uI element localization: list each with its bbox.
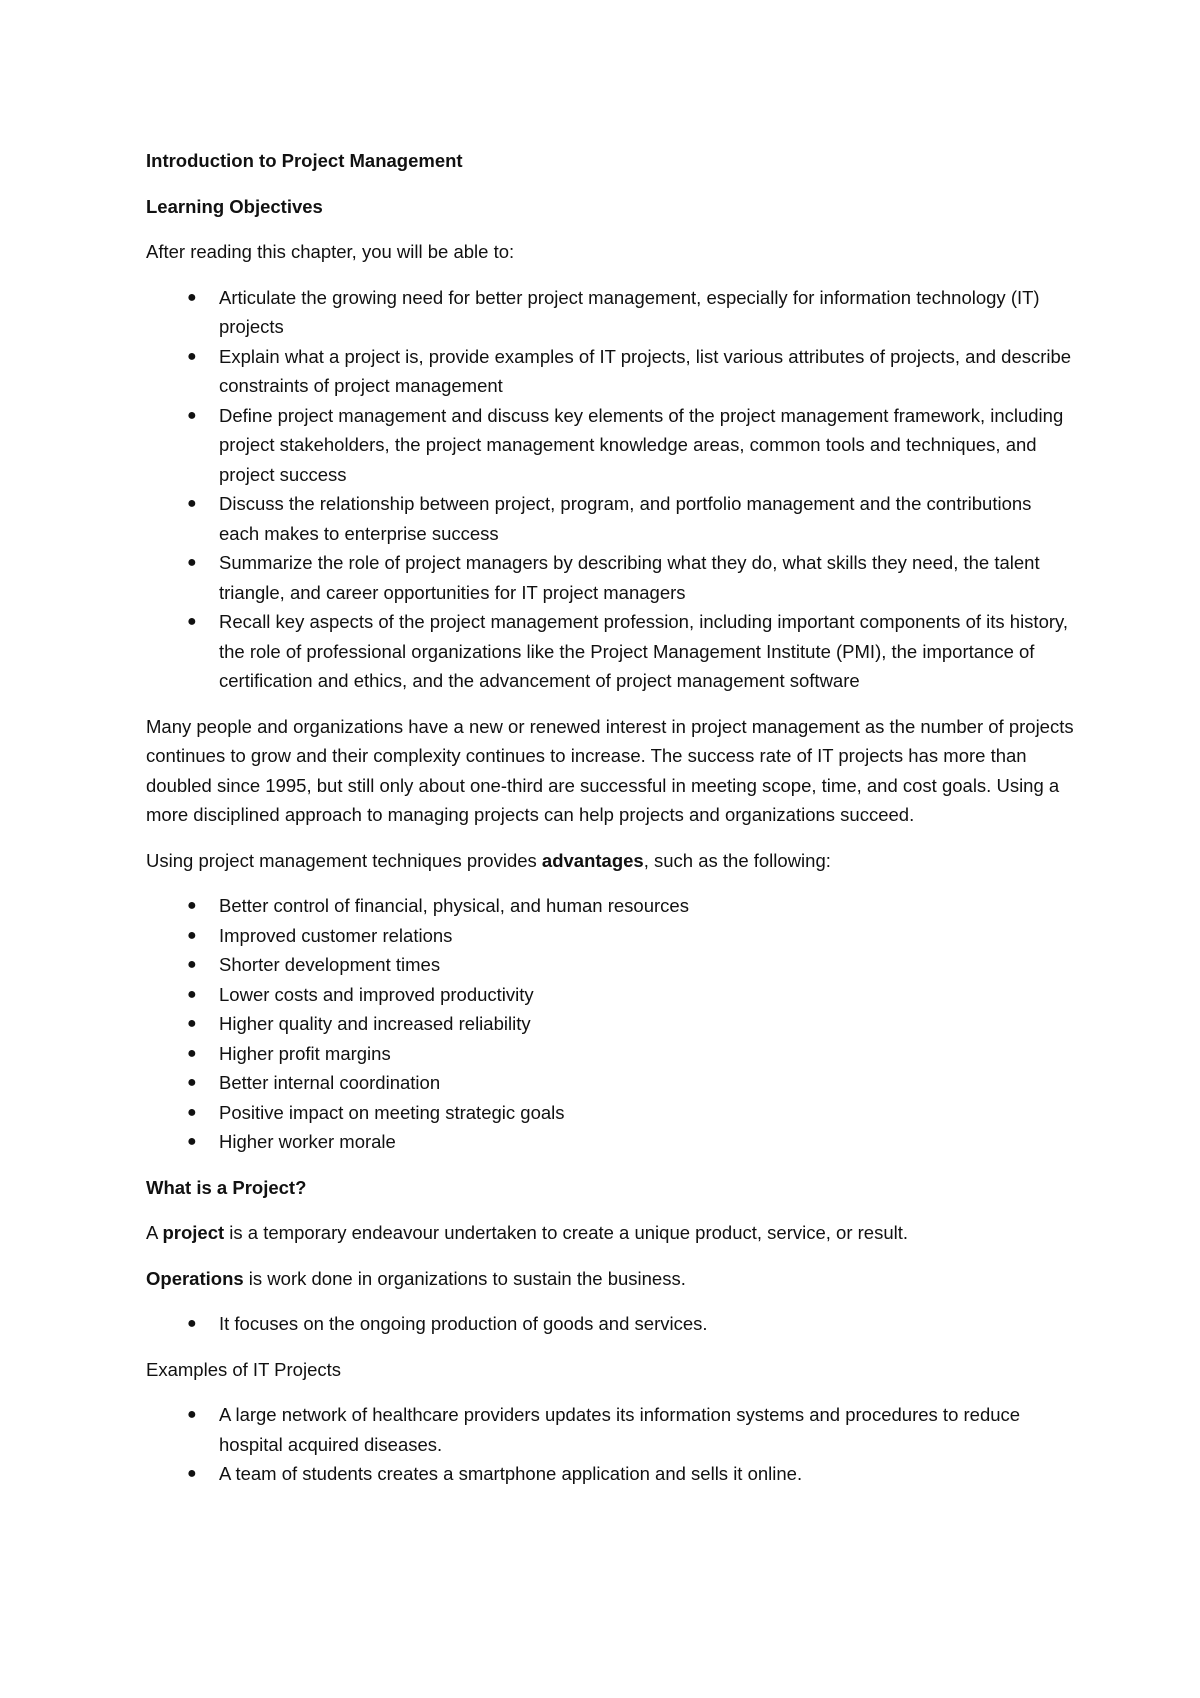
advantage-text: Higher worker morale xyxy=(219,1131,396,1152)
list-item xyxy=(146,950,1076,980)
list-item xyxy=(146,1098,1076,1128)
bullet-icon: ● xyxy=(187,406,197,424)
list-item xyxy=(146,921,1076,951)
advantage-text: Higher profit margins xyxy=(219,1042,391,1064)
intro-paragraph: Many people and organizations have a new or renewed interest in project management as the number of projects continues to grow and their complexity continues to increase. The success rate of IT projects has more than doubled since 1995, but still only about one-third are successful in meeting scope, time, and cost goals. Using a more disciplined approach to managing projects can help projects and organizations succeed. xyxy=(146,715,1074,825)
bullet-icon: ● xyxy=(187,347,197,365)
bullet-icon: ● xyxy=(187,613,197,630)
objective-text: Articulate the growing need for better project management, especially for information technology (IT) projects xyxy=(219,286,1040,337)
advantage-text: Positive impact on meeting strategic goals xyxy=(219,1101,565,1123)
operations-point-text: It focuses on the ongoing production of goods and services. xyxy=(219,1313,708,1334)
advantages-intro-after: , such as the following: xyxy=(643,849,831,871)
list-item xyxy=(146,342,1076,401)
operations-keyword: Operations xyxy=(146,1267,244,1289)
list-item xyxy=(146,1127,1076,1157)
list-item xyxy=(146,1400,1076,1459)
bullet-icon: ● xyxy=(187,495,197,512)
objective-text: Summarize the role of project managers by describing what they do, what skills they need, the talent triangle, and career opportunities for IT project managers xyxy=(219,552,1040,603)
list-item xyxy=(146,891,1076,921)
list-item xyxy=(146,1309,1076,1339)
objectives-heading: Learning Objectives xyxy=(146,195,323,217)
bullet-icon: ● xyxy=(187,956,197,973)
bullet-icon: ● xyxy=(187,897,197,914)
list-item xyxy=(146,1068,1076,1098)
advantage-text: Improved customer relations xyxy=(219,924,453,946)
bullet-icon: ● xyxy=(187,1103,197,1121)
advantage-text: Higher quality and increased reliability xyxy=(219,1013,531,1034)
advantages-intro-before: Using project management techniques provides xyxy=(146,849,542,871)
operations-definition-after: is work done in organizations to sustain the business. xyxy=(243,1267,686,1289)
list-item xyxy=(146,607,1076,696)
document-page xyxy=(146,146,1076,1505)
project-keyword: project xyxy=(162,1222,225,1243)
project-definition xyxy=(146,1218,1076,1248)
examples-list xyxy=(146,1400,1076,1489)
project-definition-after: is a temporary endeavour undertaken to create a unique product, service, or result. xyxy=(224,1222,909,1243)
list-item xyxy=(146,489,1076,548)
list-item xyxy=(146,1039,1076,1069)
list-item xyxy=(146,1459,1076,1489)
advantage-text: Lower costs and improved productivity xyxy=(219,983,534,1005)
examples-heading: Examples of IT Projects xyxy=(146,1358,342,1380)
objective-text: Discuss the relationship between project, program, and portfolio management and the contributions each makes to enterprise success xyxy=(219,493,1032,544)
bullet-icon: ● xyxy=(187,1015,197,1032)
advantage-text: Better internal coordination xyxy=(219,1072,441,1093)
bullet-icon: ● xyxy=(187,554,197,571)
bullet-icon: ● xyxy=(187,1133,197,1150)
project-definition-before: A xyxy=(146,1222,163,1243)
bullet-icon: ● xyxy=(187,1315,197,1332)
bullet-icon: ● xyxy=(187,1044,197,1062)
bullet-icon: ● xyxy=(187,288,197,306)
list-item xyxy=(146,283,1076,342)
advantage-text: Shorter development times xyxy=(219,954,441,975)
advantage-text: Better control of financial, physical, and human resources xyxy=(219,895,689,916)
bullet-icon: ● xyxy=(187,1406,197,1423)
list-item xyxy=(146,1009,1076,1039)
list-item xyxy=(146,548,1076,607)
advantages-intro xyxy=(146,846,1076,876)
bullet-icon: ● xyxy=(187,926,197,944)
example-text: A large network of healthcare providers updates its information systems and procedures to reduce hospital acquired diseases. xyxy=(219,1404,1021,1455)
example-text: A team of students creates a smartphone application and sells it online. xyxy=(219,1463,803,1484)
bullet-icon: ● xyxy=(187,1465,197,1482)
objective-text: Define project management and discuss key elements of the project management framework, including project stakeholders, the project management knowledge areas, common tools and techniques, and project success xyxy=(219,404,1064,485)
bullet-icon: ● xyxy=(187,1074,197,1091)
objectives-list xyxy=(146,283,1076,696)
objectives-intro: After reading this chapter, you will be able to: xyxy=(146,241,515,262)
advantages-keyword: advantages xyxy=(541,849,644,871)
objective-text: Recall key aspects of the project management profession, including important components of its history, the role of professional organizations like the Project Management Institute (PMI), the importance of certification and ethics, and the advancement of project management software xyxy=(219,611,1069,691)
operations-definition xyxy=(146,1264,1076,1294)
list-item xyxy=(146,980,1076,1010)
document-title: Introduction to Project Management xyxy=(146,150,463,171)
advantages-list xyxy=(146,891,1076,1157)
project-heading: What is a Project? xyxy=(146,1176,307,1198)
objective-text: Explain what a project is, provide examples of IT projects, list various attributes of projects, and describe constraints of project management xyxy=(219,345,1072,396)
list-item xyxy=(146,401,1076,490)
operations-list xyxy=(146,1309,1076,1339)
bullet-icon: ● xyxy=(187,985,197,1003)
